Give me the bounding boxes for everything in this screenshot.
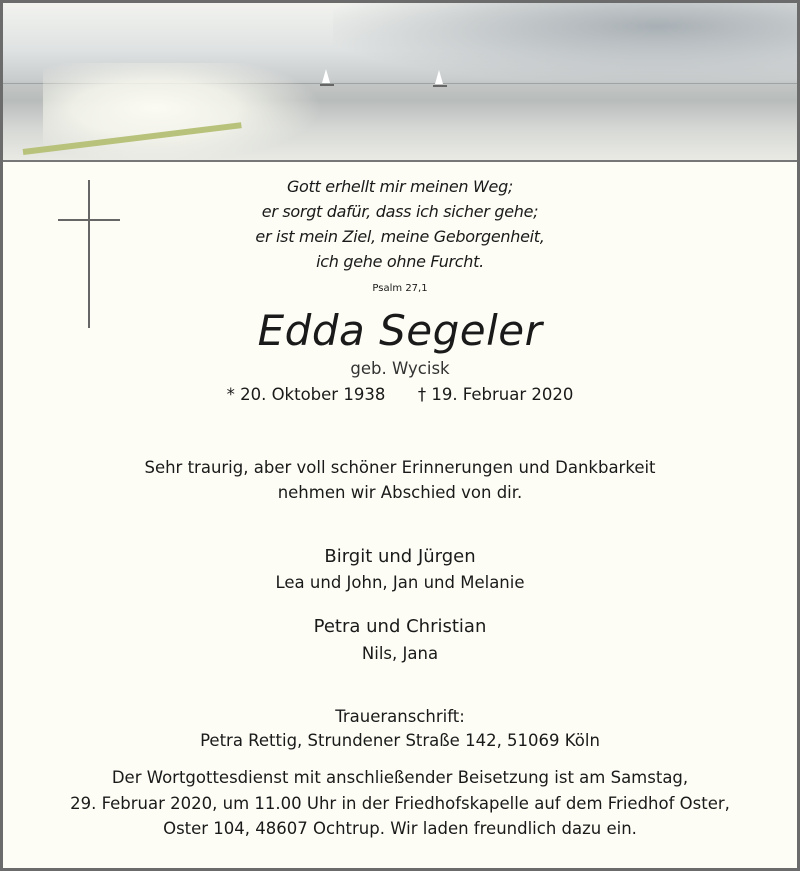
- address-label: Traueranschrift:: [335, 707, 465, 726]
- sailboat-icon: [322, 69, 330, 83]
- life-dates: [3, 385, 797, 405]
- sailboat-hull: [433, 85, 447, 87]
- sailboat-icon: [435, 70, 443, 84]
- service-line: 29. Februar 2020, um 11.00 Uhr in der Friedhofskapelle auf dem Friedhof Oster,: [70, 794, 730, 813]
- verse-line: er sorgt dafür, dass ich sicher gehe;: [261, 202, 539, 221]
- service-line: Der Wortgottesdienst mit anschließender Beisetzung ist am Samstag,: [111, 768, 689, 787]
- birth-name: geb. Wycisk: [350, 359, 450, 378]
- sea-photo: [3, 3, 797, 162]
- verse-line: ich gehe ohne Furcht.: [316, 252, 484, 271]
- message-line: Sehr traurig, aber voll schöner Erinnerungen und Dankbarkeit: [144, 458, 656, 477]
- verse-line: Gott erhellt mir meinen Weg;: [286, 177, 514, 196]
- deceased-name: Edda Segeler: [257, 306, 543, 355]
- mourner-main: Birgit und Jürgen: [324, 546, 476, 567]
- service-line: Oster 104, 48607 Ochtrup. Wir laden freundlich dazu ein.: [163, 819, 637, 838]
- mourner-sub: Nils, Jana: [361, 644, 439, 663]
- birth-date: * 20. Oktober 1938: [226, 385, 386, 404]
- message-line: nehmen wir Abschied von dir.: [277, 483, 523, 502]
- address-value: Petra Rettig, Strundener Straße 142, 51069 Köln: [200, 731, 600, 750]
- verse-reference: Psalm 27,1: [372, 283, 428, 294]
- death-date: † 19. Februar 2020: [417, 385, 574, 404]
- sailboat-hull: [320, 84, 334, 86]
- mourner-sub: Lea und John, Jan und Melanie: [275, 573, 525, 592]
- obituary-card: [3, 3, 797, 868]
- mourner-main: Petra und Christian: [313, 616, 487, 637]
- clouds: [333, 3, 797, 81]
- verse-line: er ist mein Ziel, meine Geborgenheit,: [255, 227, 545, 246]
